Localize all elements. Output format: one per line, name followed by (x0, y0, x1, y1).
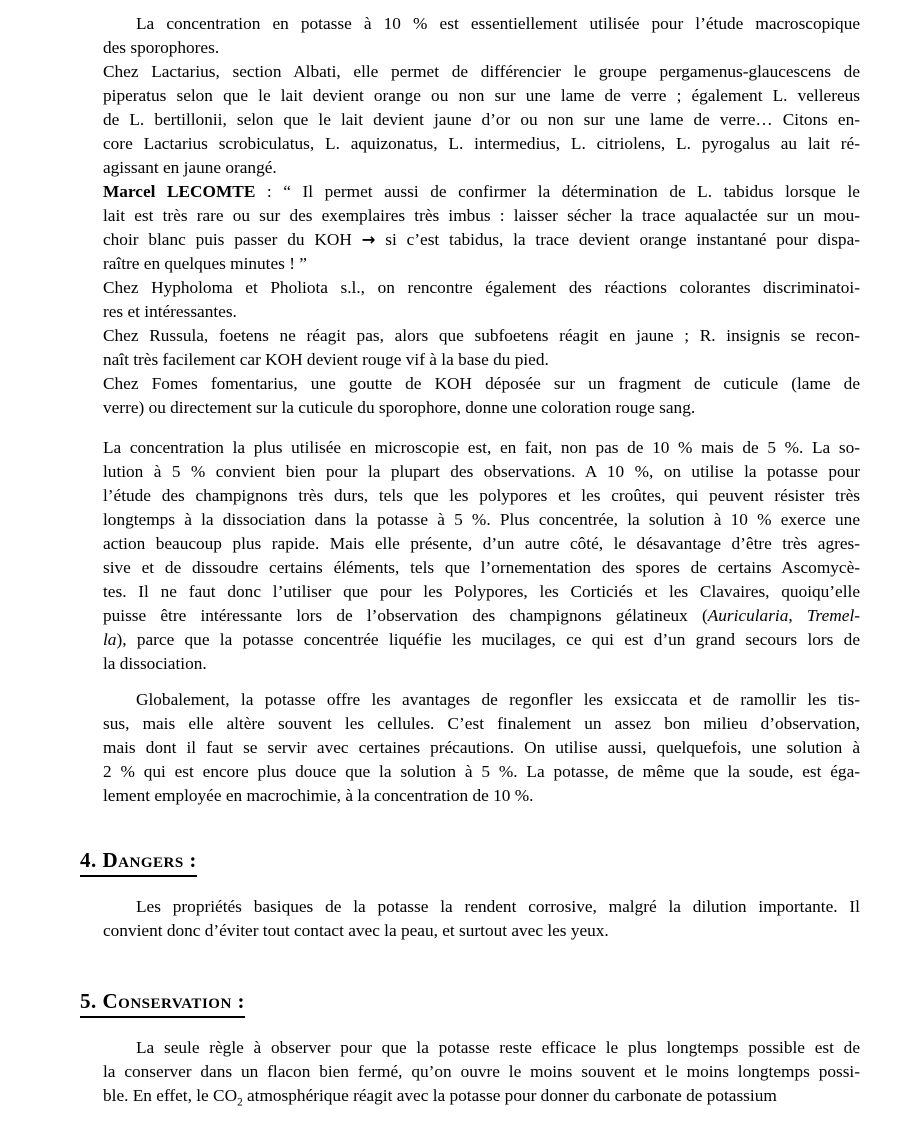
text-run: si c’est tabidus, la trace devient orange instantané pour dispa- (375, 230, 860, 249)
section-heading-conservation (80, 987, 860, 1018)
text-run: Chez Fomes fomentarius, une goutte de KOH déposée sur un fragment de cuticule (lame de (103, 374, 860, 393)
text-line (103, 712, 860, 736)
text-line (103, 108, 860, 132)
text-run: lution à 5 % convient bien pour la plupart des observations. A 10 %, on utilise la potasse pour (103, 462, 860, 481)
text-line (103, 580, 860, 604)
text-run: verre) ou directement sur la cuticule du sporophore, donne une coloration rouge sang. (103, 398, 696, 417)
section-heading-text: 4. Dangers : (80, 846, 197, 877)
text-line (103, 180, 860, 204)
text-line (103, 760, 860, 784)
text-line (103, 60, 860, 84)
right-arrow-icon: → (361, 230, 376, 249)
text-line (103, 484, 860, 508)
text-run: Chez Lactarius, section Albati, elle permet de différencier le groupe pergamenus-glaucescens de (103, 62, 860, 81)
text-run: ble. En effet, le CO (103, 1086, 238, 1105)
text-run: La seule règle à observer pour que la potasse reste efficace le plus longtemps possible est de (136, 1038, 860, 1057)
text-line (103, 1036, 860, 1060)
text-run: mais dont il faut se servir avec certaines précautions. On utilise aussi, quelquefois, une solution à (103, 738, 860, 757)
text-run: Chez Russula, foetens ne réagit pas, alors que subfoetens réagit en jaune ; R. insignis se recon- (103, 326, 860, 345)
section-heading-text: 5. Conservation : (80, 987, 245, 1018)
text-line (103, 460, 860, 484)
text-run: convient donc d’éviter tout contact avec la peau, et surtout avec les yeux. (103, 921, 609, 940)
text-line (103, 556, 860, 580)
text-line (103, 1060, 860, 1084)
text-line (103, 156, 860, 180)
text-run: res et intéressantes. (103, 302, 237, 321)
text-run: sive et de dissoudre certains éléments, tels que l’ornementation des spores de certains Ascomycè- (103, 558, 860, 577)
text-run: longtemps à la dissociation dans la potasse à 5 %. Plus concentrée, la solution à 10 % exerce une (103, 510, 860, 529)
text-run: la dissociation. (103, 654, 207, 673)
para-microscopie (103, 436, 860, 676)
text-line (103, 12, 860, 36)
text-line (103, 919, 860, 943)
text-line (103, 688, 860, 712)
text-line (103, 604, 860, 628)
text-line (103, 228, 860, 252)
text-run: naît très facilement car KOH devient rouge vif à la base du pied. (103, 350, 549, 369)
para-hypholoma (103, 276, 860, 324)
text-run: lait est très rare ou sur des exemplaires très imbus : laisser sécher la trace aqualactée sur un mou- (103, 206, 860, 225)
text-line (103, 276, 860, 300)
text-run: Chez Hypholoma et Pholiota s.l., on rencontre également des réactions colorantes discriminatoi- (103, 278, 860, 297)
text-run: 2 % qui est encore plus douce que la solution à 5 %. La potasse, de même que la soude, est éga- (103, 762, 860, 781)
text-line (103, 628, 860, 652)
text-run: La concentration en potasse à 10 % est essentiellement utilisée pour l’étude macroscopique (136, 14, 860, 33)
text-line (103, 204, 860, 228)
text-run: Marcel LECOMTE (103, 182, 256, 201)
text-line (103, 324, 860, 348)
document-page (80, 0, 861, 1109)
text-run: ), parce que la potasse concentrée liquéfie les mucilages, ce qui est d’un grand secours lors de (116, 630, 860, 649)
text-run: Les propriétés basiques de la potasse la rendent corrosive, malgré la dilution importante. Il (136, 897, 860, 916)
text-run: l’étude des champignons très durs, tels que les polypores et les croûtes, qui peuvent résister très (103, 486, 860, 505)
text-run: : “ Il permet aussi de confirmer la détermination de L. tabidus lorsque le (255, 182, 860, 201)
text-line (103, 348, 860, 372)
text-line (103, 132, 860, 156)
para-intro (103, 12, 860, 60)
text-run: des sporophores. (103, 38, 220, 57)
text-run: la (103, 630, 117, 649)
text-line (103, 300, 860, 324)
text-run: lement employée en macrochimie, à la concentration de 10 %. (103, 786, 534, 805)
text-line (103, 652, 860, 676)
text-line (103, 532, 860, 556)
text-run: La concentration la plus utilisée en microscopie est, en fait, non pas de 10 % mais de 5 %. La so- (103, 438, 860, 457)
text-line (103, 252, 860, 276)
text-run: raître en quelques minutes ! ” (103, 254, 307, 273)
text-line (103, 895, 860, 919)
para-globalement (103, 688, 860, 808)
text-run: atmosphérique réagit avec la potasse pour donner du carbonate de potassium (242, 1086, 777, 1105)
para-lactarius (103, 60, 860, 180)
text-line (103, 396, 860, 420)
text-run: choir blanc puis passer du KOH (103, 230, 362, 249)
text-line (103, 508, 860, 532)
para-fomes (103, 372, 860, 420)
text-line (103, 84, 860, 108)
text-line (103, 1084, 860, 1108)
text-line (103, 36, 860, 60)
text-line (103, 736, 860, 760)
para-dangers (103, 895, 860, 943)
text-run: Auricularia (707, 606, 789, 625)
text-run: , (788, 606, 807, 625)
text-run: Tremel- (806, 606, 861, 625)
text-line (103, 372, 860, 396)
text-run: piperatus selon que le lait devient orange ou non sur une lame de verre ; également L. vellereus (103, 86, 860, 105)
text-run: tes. Il ne faut donc l’utiliser que pour les Polypores, les Corticiés et les Clavaires, quoiqu’elle (103, 582, 860, 601)
text-run: Globalement, la potasse offre les avantages de regonfler les exsiccata et de ramollir les tis- (136, 690, 860, 709)
section-heading-dangers (80, 846, 860, 877)
text-run: sus, mais elle altère souvent les cellules. C’est finalement un assez bon milieu d’observation, (103, 714, 860, 733)
text-run: la conserver dans un flacon bien fermé, qu’on ouvre le moins souvent et le moins longtemps possi- (103, 1062, 860, 1081)
text-line (103, 436, 860, 460)
para-lecomte (103, 180, 860, 276)
text-run: 2 (237, 1096, 243, 1109)
text-run: core Lactarius scrobiculatus, L. aquizonatus, L. intermedius, L. citriolens, L. pyrogalus au lait ré- (103, 134, 860, 153)
text-run: agissant en jaune orangé. (103, 158, 277, 177)
text-line (103, 784, 860, 808)
para-conservation (103, 1036, 860, 1108)
para-russula (103, 324, 860, 372)
text-run: puisse être intéressante lors de l’observation des champignons gélatineux ( (103, 606, 708, 625)
text-run: de L. bertillonii, selon que le lait devient jaune d’or ou non sur une lame de verre… Citons en- (103, 110, 860, 129)
text-run: action beaucoup plus rapide. Mais elle présente, d’un autre côté, le désavantage d’être très agres- (103, 534, 860, 553)
